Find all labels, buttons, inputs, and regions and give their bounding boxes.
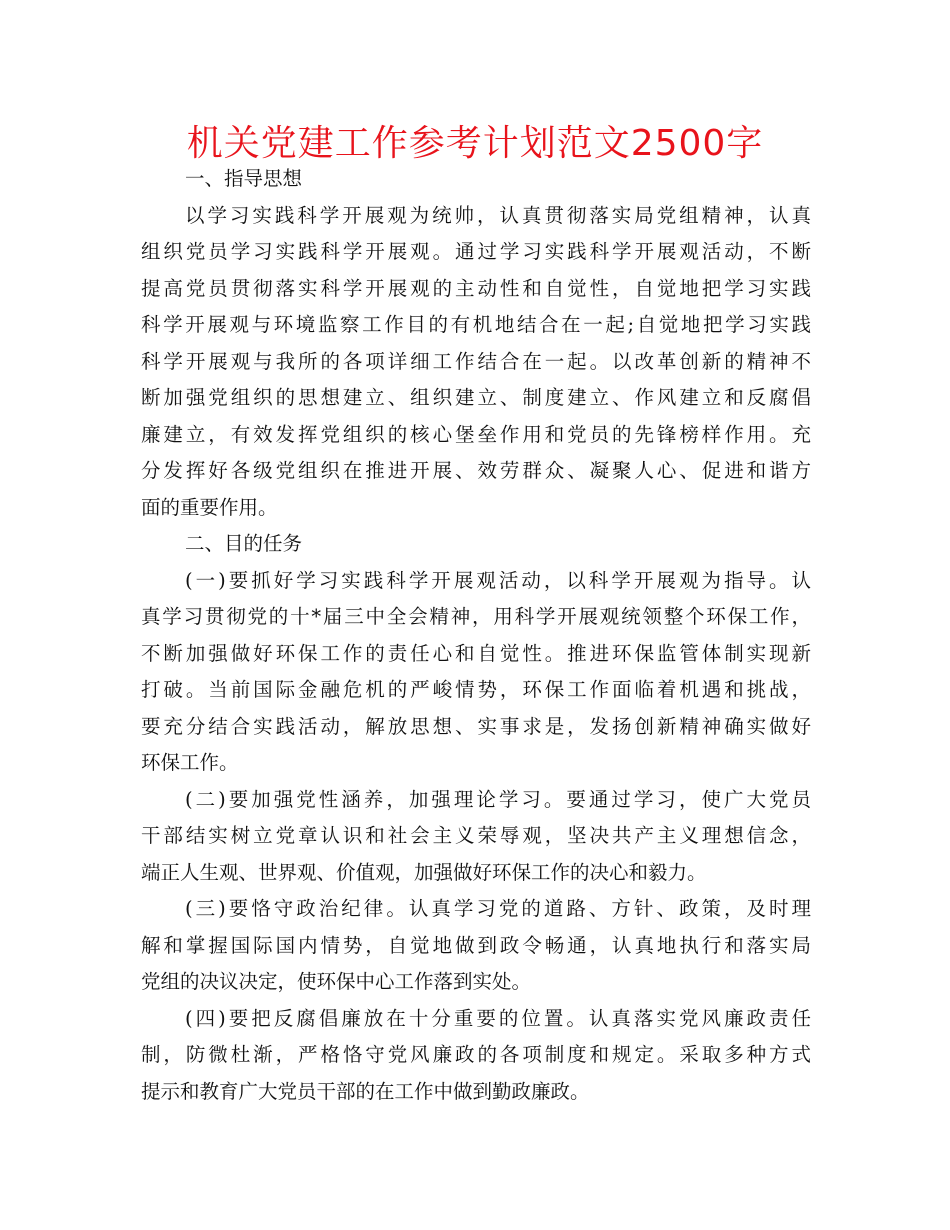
text-line: 真学习贯彻党的十*届三中全会精神，用科学开展观统领整个环保工作，: [141, 605, 811, 628]
text-line: 断加强党组织的思想建立、组织建立、制度建立、作风建立和反腐倡: [141, 386, 811, 409]
text-line: 环保工作。: [141, 751, 239, 774]
text-line: (四)要把反腐倡廉放在十分重要的位置。认真落实党风廉政责任: [185, 1006, 811, 1030]
text-line: 解和掌握国际国内情势，自觉地做到政令畅通，认真地执行和落实局: [141, 933, 811, 957]
text-line: 端正人生观、世界观、价值观，加强做好环保工作的决心和毅力。: [141, 860, 707, 884]
section-heading-objectives: 二、目的任务: [185, 532, 303, 555]
section-heading-guiding-ideology: 一、指导思想: [185, 167, 303, 190]
text-line: 制，防微杜渐，严格恪守党风廉政的各项制度和规定。采取多种方式: [141, 1043, 811, 1066]
text-line: 科学开展观与环境监察工作目的有机地结合在一起;自觉地把学习实践: [141, 313, 811, 336]
text-line: 组织党员学习实践科学开展观。通过学习实践科学开展观活动，不断: [141, 240, 811, 263]
text-line: 以学习实践科学开展观为统帅，认真贯彻落实局党组精神，认真: [185, 203, 811, 227]
text-line: 不断加强做好环保工作的责任心和自觉性。推进环保监管体制实现新: [141, 641, 811, 665]
paragraph-objective-3: [141, 891, 811, 1001]
text-line: 干部结实树立党章认识和社会主义荣辱观，坚决共产主义理想信念，: [141, 824, 811, 847]
paragraph-objective-4: [141, 1001, 811, 1111]
text-line: 打破。当前国际金融危机的严峻情势，环保工作面临着机遇和挑战，: [141, 678, 811, 701]
text-line: 分发挥好各级党组织在推进开展、效劳群众、凝聚人心、促进和谐方: [141, 459, 811, 482]
text-line: 要充分结合实践活动，解放思想、实事求是，发扬创新精神确实做好: [141, 714, 811, 738]
paragraph-objective-2: [141, 782, 811, 892]
text-line: (二)要加强党性涵养，加强理论学习。要通过学习，使广大党员: [185, 787, 811, 811]
text-line: 廉建立，有效发挥党组织的核心堡垒作用和党员的先锋榜样作用。充: [141, 422, 811, 446]
text-line: 提高党员贯彻落实科学开展观的主动性和自觉性，自觉地把学习实践: [141, 276, 811, 300]
text-line: 提示和教育广大党员干部的在工作中做到勤政廉政。: [141, 1079, 590, 1103]
document-title: 机关党建工作参考计划范文2500字: [186, 123, 764, 164]
text-line: (一)要抓好学习实践科学开展观活动，以科学开展观为指导。认: [185, 568, 811, 592]
text-line: (三)要恪守政治纪律。认真学习党的道路、方针、政策，及时理: [185, 897, 811, 920]
text-line: 科学开展观与我所的各项详细工作结合在一起。以改革创新的精神不: [141, 349, 811, 373]
text-line: 党组的决议决定，使环保中心工作落到实处。: [141, 970, 532, 993]
paragraph-guiding-ideology: [141, 198, 811, 527]
paragraph-objective-1: [141, 563, 811, 782]
document-body: [141, 161, 811, 1110]
text-line: 面的重要作用。: [141, 495, 278, 519]
